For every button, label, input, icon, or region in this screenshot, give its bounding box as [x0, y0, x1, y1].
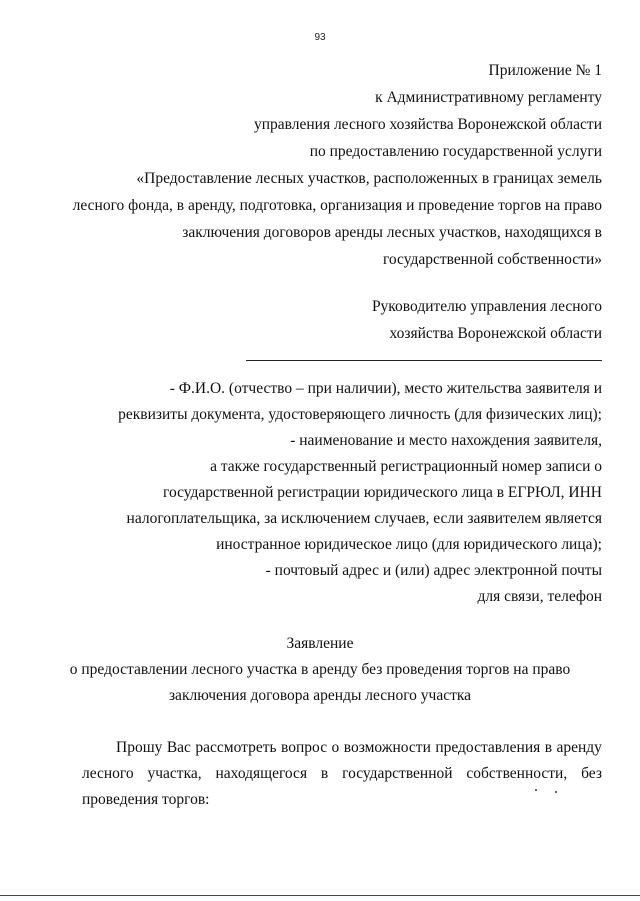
statement-subtitle: о предоставлении лесного участка в аренду без проведения торгов на право [69, 661, 571, 678]
scan-speck [535, 789, 537, 791]
body-word: возможности [343, 739, 431, 756]
fill-in-blank-line [246, 360, 602, 361]
appendix-line: управления лесного хозяйства Воронежской области [253, 116, 602, 133]
applicant-info-line: - почтовый адрес и (или) адрес электронной почты [265, 562, 602, 579]
appendix-line: государственной собственности» [382, 251, 602, 268]
statement-title: Заявление [286, 635, 354, 652]
appendix-title: Приложение № 1 [488, 62, 602, 79]
body-word: лесного [82, 765, 134, 782]
page-number: 93 [314, 32, 326, 43]
body-line-3: проведения торгов: [82, 791, 210, 808]
applicant-info-line: налогоплательщика, за исключением случаев, если заявителем является [126, 510, 602, 527]
applicant-info-line: государственной регистрации юридического лица в ЕГРЮЛ, ИНН [162, 484, 602, 501]
scan-speck [555, 791, 557, 793]
body-word: находящегося [215, 765, 308, 782]
page-bottom-edge [0, 895, 640, 896]
appendix-line: к Административному регламенту [375, 89, 602, 106]
applicant-info-line: - Ф.И.О. (отчество – при наличии), место жительства заявителя и [169, 380, 602, 397]
appendix-line: «Предоставление лесных участков, расположенных в границах земель [136, 170, 602, 187]
body-word: предоставления [435, 739, 541, 756]
body-word: Вас [166, 739, 191, 756]
statement-subtitle: заключения договора аренды лесного участка [168, 687, 472, 704]
applicant-info-line: для связи, телефон [477, 588, 602, 605]
body-word: государственной [342, 765, 453, 782]
appendix-line: заключения договоров аренды лесных участков, находящихся в [182, 224, 602, 241]
body-word: Прошу [116, 739, 163, 756]
body-word: в [544, 739, 553, 756]
body-word: рассмотреть [195, 739, 277, 756]
body-word: участка, [147, 765, 202, 782]
recipient-line: хозяйства Воронежской области [389, 325, 602, 342]
appendix-line: по предоставлению государственной услуги [309, 143, 602, 160]
applicant-info-line: а также государственный регистрационный номер записи о [210, 458, 602, 475]
body-word: собственности, [466, 765, 568, 782]
recipient-line: Руководителю управления лесного [371, 298, 602, 315]
body-word: вопрос [281, 739, 328, 756]
body-word: о [331, 739, 340, 756]
body-word: без [581, 765, 602, 782]
appendix-line: лесного фонда, в аренду, подготовка, организация и проведение торгов на право [72, 197, 602, 214]
applicant-info-line: иностранное юридическое лицо (для юридического лица); [216, 536, 602, 553]
applicant-info-line: реквизиты документа, удостоверяющего личность (для физических лиц); [118, 406, 602, 423]
body-line-2 [82, 765, 602, 783]
body-word: в [320, 765, 329, 782]
body-word: аренду [556, 739, 602, 756]
body-line-1 [82, 739, 602, 757]
applicant-info-line: - наименование и место нахождения заявителя, [290, 432, 602, 449]
